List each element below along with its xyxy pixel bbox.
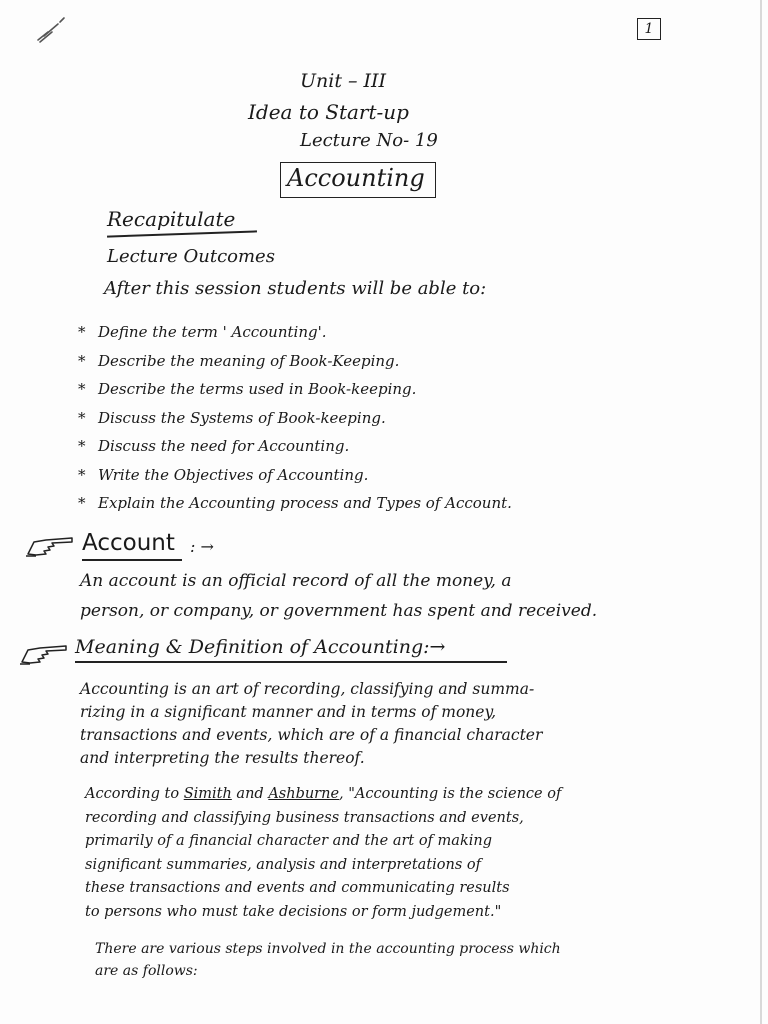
bullet-star: * [78,437,86,455]
paragraph-line: transactions and events, which are of a financial character [80,726,543,744]
list-item [78,375,678,404]
definition-line: person, or company, or government has spent and received. [80,601,598,621]
bullet-star: * [78,351,86,370]
author-name: Ashburne [268,786,340,802]
list-item [78,489,678,518]
account-heading: Account [82,530,175,556]
list-item [78,318,678,347]
paragraph-line: Accounting is an art of recording, classifying and summa- [80,680,535,698]
list-item [78,432,678,461]
paragraph-line: to persons who must take decisions or form judgement." [85,903,502,920]
steps-paragraph [95,938,561,982]
outcome-text: Define the term ' Accounting'. [98,323,327,341]
course-title: Idea to Start-up [248,100,409,124]
pointing-hand-icon [18,640,70,668]
account-arrow: : → [190,537,214,556]
lecture-number: Lecture No- 19 [300,130,438,151]
list-item [78,461,678,490]
bullet-star: * [78,494,86,512]
bullet-star: * [78,380,86,398]
paragraph-line: primarily of a financial character and the art of making [85,833,492,849]
paragraph-line: There are various steps involved in the accounting process which [95,941,561,957]
outcomes-heading: Lecture Outcomes [107,246,275,267]
outcomes-list [78,318,678,518]
bullet-star: * [78,465,86,484]
according-paragraph [85,783,561,924]
scribble-mark-icon [34,14,70,46]
paragraph-line: recording and classifying business transactions and events, [85,809,524,826]
page-number: 1 [637,18,661,40]
according-prefix: According to [85,786,184,802]
outcome-text: Discuss the need for Accounting. [98,437,350,455]
meaning-paragraph [80,678,542,770]
page-title: Accounting [287,164,425,192]
meaning-heading: Meaning & Definition of Accounting:→ [75,636,446,658]
paragraph-line: these transactions and events and communicating results [85,880,510,896]
page-edge [760,0,762,1024]
recap-underline [107,230,257,237]
quote-start: , "Accounting is the science of [339,786,562,802]
definition-line: An account is an official record of all the money, a [80,571,512,591]
list-item [78,404,678,433]
outcome-text: Describe the terms used in Book-keeping. [98,380,417,398]
outcome-text: Discuss the Systems of Book-keeping. [98,408,386,427]
account-underline [82,559,182,561]
account-definition [80,566,597,626]
according-middle: and [231,786,269,802]
outcome-text: Write the Objectives of Accounting. [98,465,369,484]
paragraph-line: and interpreting the results thereof. [80,749,365,767]
list-item [78,347,678,376]
paragraph-line [85,783,561,807]
bullet-star: * [78,323,86,341]
meaning-underline [75,661,507,663]
unit-label: Unit – III [300,70,387,92]
recap-heading: Recapitulate [107,207,236,231]
paragraph-line: are as follows: [95,963,198,979]
pointing-hand-icon [24,532,76,560]
bullet-star: * [78,408,86,427]
author-name: Simith [183,786,232,802]
outcome-text: Explain the Accounting process and Types of Account. [98,494,512,512]
paragraph-line: significant summaries, analysis and interpretations of [85,856,482,873]
outcome-text: Describe the meaning of Book-Keeping. [98,351,400,370]
outcomes-intro: After this session students will be able to: [104,278,487,299]
paragraph-line: rizing in a significant manner and in terms of money, [80,703,497,721]
